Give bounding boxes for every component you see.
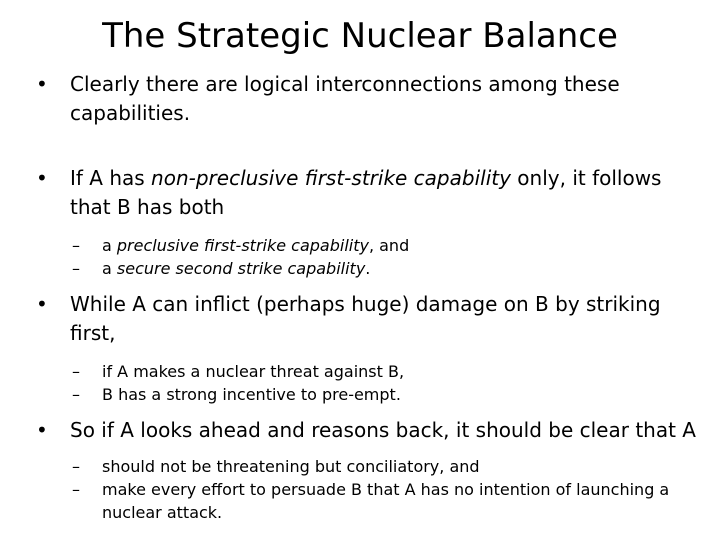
bullet-marker: • bbox=[36, 292, 48, 316]
sub-item bbox=[36, 455, 696, 478]
dash-marker: – bbox=[72, 385, 80, 404]
dash-marker: – bbox=[72, 362, 80, 381]
slide-body bbox=[36, 70, 696, 524]
slide-title: The Strategic Nuclear Balance bbox=[102, 16, 618, 56]
sub-item bbox=[36, 257, 696, 280]
bullet-item bbox=[36, 290, 696, 348]
sub-list bbox=[36, 234, 696, 280]
sub-text: B has a strong incentive to pre-empt. bbox=[102, 385, 401, 404]
sub-text: should not be threatening but conciliatory, and bbox=[102, 457, 480, 476]
bullet-text: So if A looks ahead and reasons back, it should be clear that A bbox=[70, 418, 696, 442]
dash-marker: – bbox=[72, 457, 80, 476]
sub-text-emphasis: secure second strike capability bbox=[116, 259, 366, 278]
bullet-marker: • bbox=[36, 166, 48, 190]
sub-list bbox=[36, 360, 696, 406]
bullet-marker: • bbox=[36, 72, 48, 96]
bullet-text: Clearly there are logical interconnections among these capabilities. bbox=[70, 72, 620, 125]
dash-marker: – bbox=[72, 480, 80, 499]
bullet-item bbox=[36, 416, 696, 445]
bullet-marker: • bbox=[36, 418, 48, 442]
sub-text-prefix: a bbox=[102, 259, 117, 278]
dash-marker: – bbox=[72, 236, 80, 255]
sub-text: make every effort to persuade B that A has no intention of launching a nuclear attack. bbox=[102, 480, 670, 522]
bullet-text-suffix: only, it follows that B has both bbox=[70, 166, 662, 219]
sub-item bbox=[36, 234, 696, 257]
sub-text-suffix: , and bbox=[368, 236, 410, 255]
sub-text: if A makes a nuclear threat against B, bbox=[102, 362, 405, 381]
sub-text-emphasis: preclusive first-strike capability bbox=[116, 236, 369, 255]
sub-item bbox=[36, 478, 696, 524]
sub-item bbox=[36, 383, 696, 406]
sub-item bbox=[36, 360, 696, 383]
sub-list bbox=[36, 455, 696, 524]
dash-marker: – bbox=[72, 259, 80, 278]
bullet-text-prefix: If A has bbox=[70, 166, 152, 190]
bullet-text: While A can inflict (perhaps huge) damage on B by striking first, bbox=[70, 292, 661, 345]
sub-text-suffix: . bbox=[365, 259, 371, 278]
sub-text-prefix: a bbox=[102, 236, 117, 255]
bullet-item bbox=[36, 164, 696, 222]
bullet-text-emphasis: non-preclusive first-strike capability bbox=[151, 166, 511, 190]
bullet-item bbox=[36, 70, 696, 128]
